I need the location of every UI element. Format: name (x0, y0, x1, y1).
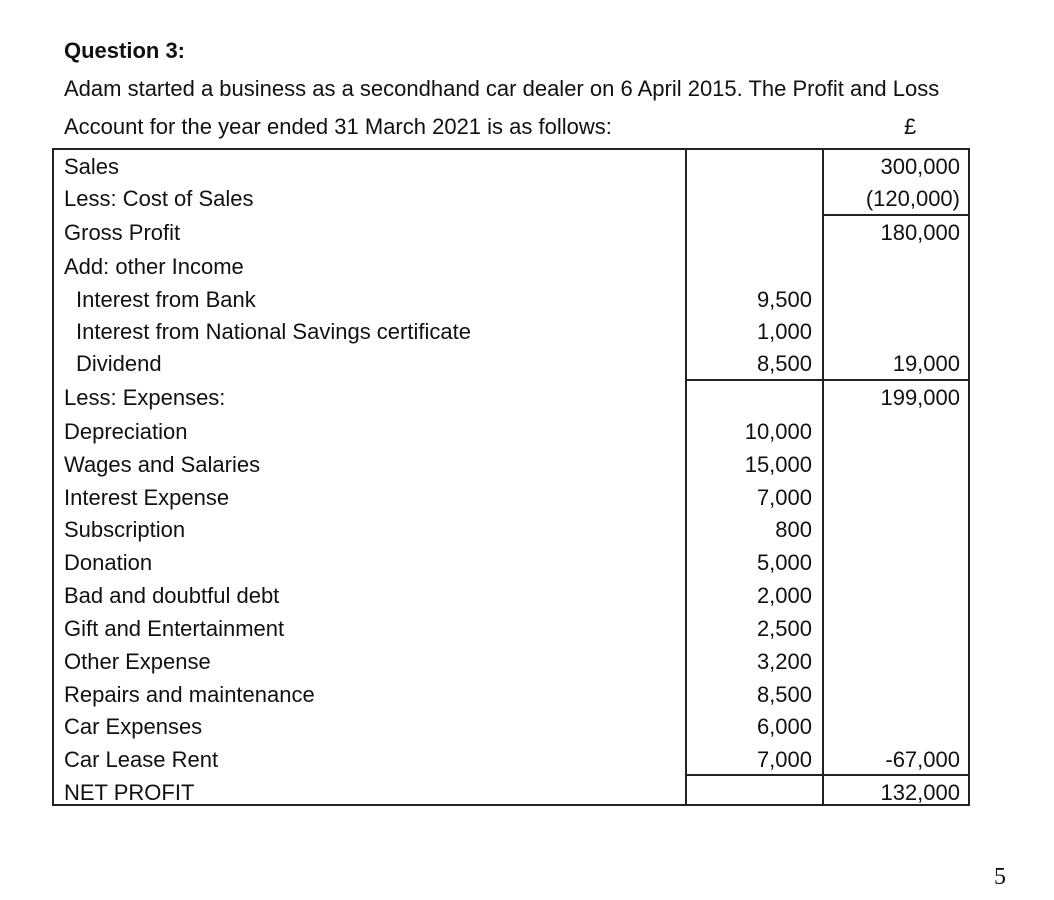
subtotal-rule (685, 379, 970, 381)
row-label: Depreciation (64, 419, 188, 444)
row-amount: 300,000 (880, 154, 960, 179)
row-label: Sales (64, 154, 120, 179)
row-label: Add: other Income (64, 254, 244, 279)
currency-header: £ (904, 114, 917, 139)
table-row (54, 711, 968, 743)
row-subtotal: 7,000 (756, 747, 812, 772)
table-row (54, 646, 968, 678)
row-label: Interest Expense (64, 485, 230, 510)
row-label: Gift and Entertainment (64, 616, 285, 641)
row-amount: 180,000 (880, 220, 960, 245)
table-row (54, 284, 968, 316)
row-label: NET PROFIT (64, 780, 195, 805)
table-row (54, 679, 968, 711)
row-subtotal: 3,200 (756, 649, 812, 674)
row-label: Interest from Bank (76, 287, 256, 312)
row-amount: (120,000) (865, 186, 960, 211)
table-row (54, 744, 968, 776)
row-amount: -67,000 (885, 747, 960, 772)
table-row (54, 514, 968, 546)
table-row (54, 580, 968, 612)
row-subtotal: 8,500 (756, 682, 812, 707)
table-row (54, 449, 968, 481)
table-row (54, 217, 968, 249)
subtotal-rule (822, 214, 970, 216)
table-row (54, 348, 968, 380)
table-row (54, 613, 968, 645)
row-label: Car Expenses (64, 714, 203, 739)
table-row (54, 547, 968, 579)
row-label: Interest from National Savings certificate (76, 319, 471, 344)
row-subtotal: 800 (775, 517, 812, 542)
table-row (54, 482, 968, 514)
row-subtotal: 15,000 (744, 452, 812, 477)
row-label: Bad and doubtful debt (64, 583, 280, 608)
row-subtotal: 2,000 (756, 583, 812, 608)
table-row (54, 382, 968, 414)
profit-and-loss-account-table (52, 148, 970, 806)
row-subtotal: 9,500 (756, 287, 812, 312)
table-row (54, 151, 968, 183)
row-subtotal: 6,000 (756, 714, 812, 739)
row-label: Wages and Salaries (64, 452, 261, 477)
row-label: Donation (64, 550, 153, 575)
question-text-line-1: Adam started a business as a secondhand car dealer on 6 April 2015. The Profit and Loss (64, 76, 940, 101)
table-row (54, 183, 968, 215)
row-label: Gross Profit (64, 220, 181, 245)
total-rule (685, 774, 970, 776)
row-amount: 199,000 (880, 385, 960, 410)
row-label: Less: Expenses: (64, 385, 226, 410)
table-row (54, 316, 968, 348)
row-subtotal: 10,000 (744, 419, 812, 444)
table-row (54, 251, 968, 283)
row-subtotal: 2,500 (756, 616, 812, 641)
row-subtotal: 7,000 (756, 485, 812, 510)
page-number: 5 (994, 864, 1006, 890)
row-label: Subscription (64, 517, 186, 542)
row-subtotal: 1,000 (756, 319, 812, 344)
row-amount: 132,000 (880, 780, 960, 805)
row-label: Other Expense (64, 649, 211, 674)
row-label: Dividend (76, 351, 162, 376)
row-subtotal: 8,500 (756, 351, 812, 376)
row-label: Less: Cost of Sales (64, 186, 254, 211)
table-row (54, 416, 968, 448)
question-title: Question 3: (64, 38, 186, 63)
row-label: Repairs and maintenance (64, 682, 315, 707)
table-row (54, 777, 968, 809)
row-amount: 19,000 (892, 351, 960, 376)
row-label: Car Lease Rent (64, 747, 219, 772)
row-subtotal: 5,000 (756, 550, 812, 575)
question-text-line-2: Account for the year ended 31 March 2021 is as follows: (64, 114, 612, 139)
